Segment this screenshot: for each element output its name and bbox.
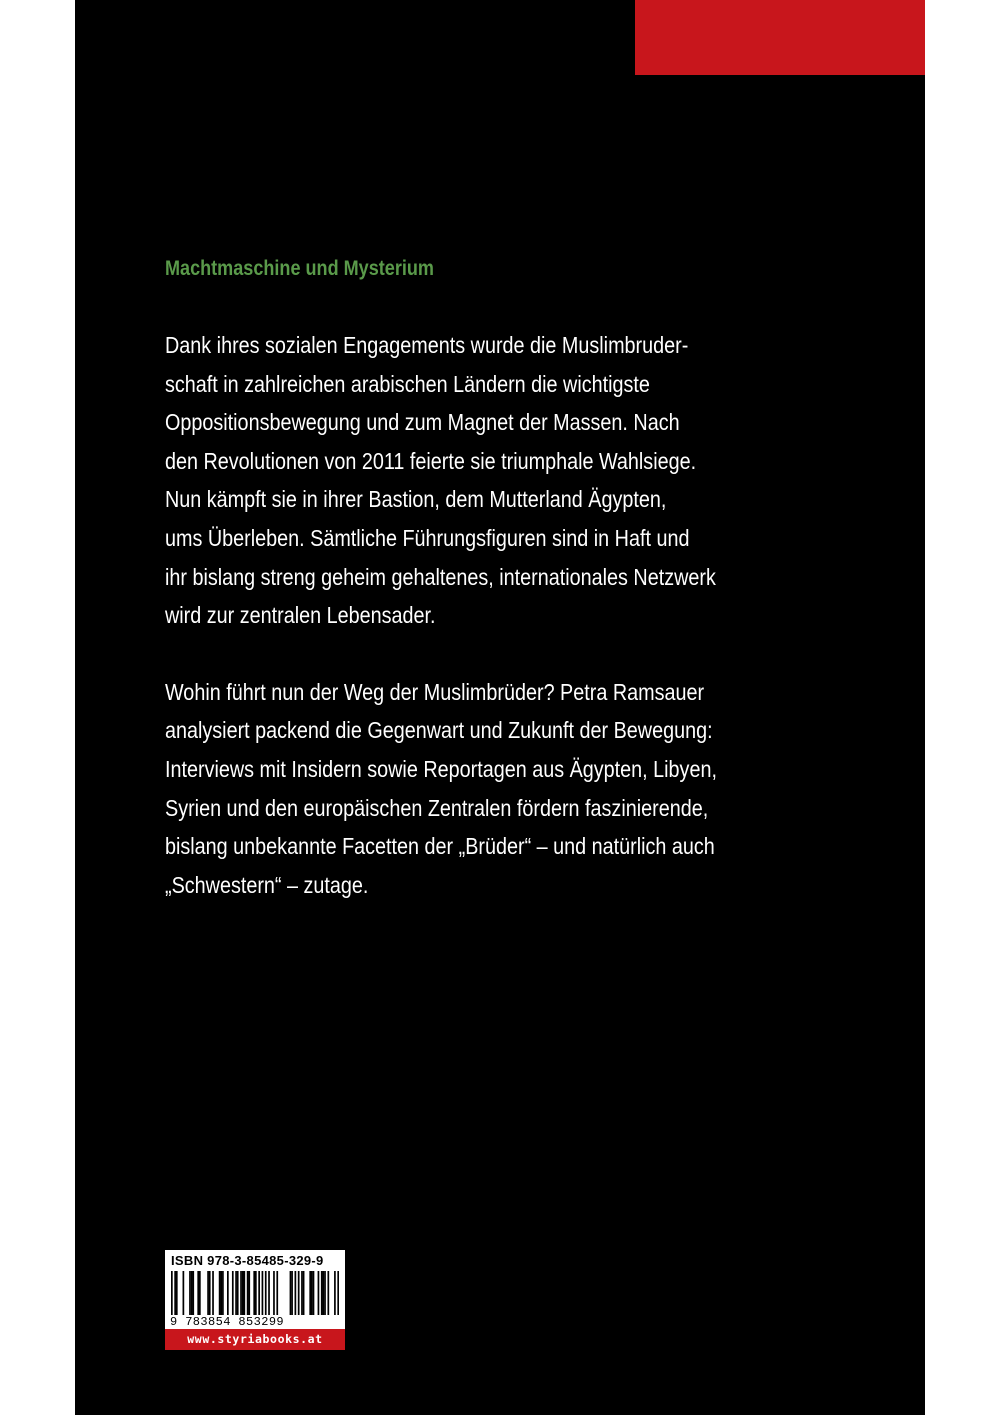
barcode-bar bbox=[243, 1271, 245, 1315]
blurb-paragraph-1 bbox=[165, 326, 715, 635]
blurb bbox=[165, 250, 805, 904]
text-line: ihr bislang streng geheim gehaltenes, internationales Netzwerk bbox=[165, 563, 716, 590]
barcode-bar bbox=[220, 1271, 222, 1315]
barcode-bar bbox=[247, 1271, 249, 1315]
barcode-bar bbox=[273, 1271, 275, 1315]
text-line: wird zur zentralen Lebensader. bbox=[165, 602, 436, 629]
barcode-bar bbox=[174, 1271, 176, 1315]
website-strip bbox=[165, 1329, 345, 1350]
barcode-bar bbox=[321, 1271, 323, 1315]
red-accent-band bbox=[635, 0, 925, 75]
barcode-bar bbox=[253, 1271, 255, 1315]
barcode-bar bbox=[311, 1271, 313, 1315]
text-line: „Schwestern“ – zutage. bbox=[165, 871, 369, 898]
barcode-bar bbox=[222, 1271, 224, 1315]
barcode-bar bbox=[232, 1271, 234, 1315]
barcode-bar bbox=[255, 1271, 257, 1315]
text-line: analysiert packend die Gegenwart und Zukunft der Bewegung: bbox=[165, 717, 713, 744]
barcode-bar bbox=[199, 1271, 201, 1315]
barcode-bar bbox=[258, 1271, 260, 1315]
barcode-bar bbox=[265, 1271, 267, 1315]
barcode-bar bbox=[191, 1271, 193, 1315]
barcode-bar bbox=[183, 1271, 185, 1315]
isbn-label: ISBN 978-3-85485-329-9 bbox=[171, 1253, 324, 1268]
text-line: Interviews mit Insidern sowie Reportagen aus Ägypten, Libyen, bbox=[165, 755, 717, 782]
barcode-bar bbox=[309, 1271, 311, 1315]
barcode-bar bbox=[237, 1271, 239, 1315]
text-line: Wohin führt nun der Weg der Muslimbrüder? Petra Ramsauer bbox=[165, 678, 705, 705]
text-line: Dank ihres sozialen Engagements wurde die Muslimbruder- bbox=[165, 332, 689, 358]
barcode-bar bbox=[219, 1271, 221, 1315]
barcode-bar bbox=[227, 1271, 229, 1315]
isbn-barcode-box bbox=[165, 1250, 345, 1350]
barcode-bar bbox=[248, 1271, 250, 1315]
barcode-bar bbox=[171, 1271, 173, 1315]
barcode-bar bbox=[209, 1271, 211, 1315]
barcode-bar bbox=[334, 1271, 336, 1315]
barcode-bar bbox=[176, 1271, 178, 1315]
text-line: schaft in zahlreichen arabischen Ländern die wichtigste bbox=[165, 370, 650, 397]
text-line: Syrien und den europäischen Zentralen fördern faszinierende, bbox=[165, 794, 709, 821]
barcode-bar bbox=[303, 1271, 305, 1315]
barcode-bar bbox=[290, 1271, 292, 1315]
barcode-bar bbox=[295, 1271, 297, 1315]
barcode-bar bbox=[189, 1271, 191, 1315]
text-line: Oppositionsbewegung und zum Magnet der Massen. Nach bbox=[165, 409, 680, 436]
text-line: bislang unbekannte Facetten der „Brüder“ – und natürlich auch bbox=[165, 833, 715, 860]
barcode-bar bbox=[318, 1271, 320, 1315]
barcode-bar bbox=[323, 1271, 325, 1315]
barcode-bar bbox=[324, 1271, 326, 1315]
barcode-bar bbox=[301, 1271, 303, 1315]
text-line: den Revolutionen von 2011 feierte sie triumphale Wahlsiege. bbox=[165, 447, 697, 474]
barcode-bar bbox=[197, 1271, 199, 1315]
barcode-bar bbox=[240, 1271, 242, 1315]
blurb-headline: Machtmaschine und Mysterium bbox=[165, 257, 434, 280]
barcode-bar bbox=[212, 1271, 214, 1315]
text-line: ums Überleben. Sämtliche Führungsfiguren sind in Haft und bbox=[165, 524, 690, 551]
barcode-bar bbox=[327, 1271, 329, 1315]
barcode-bar bbox=[291, 1271, 293, 1315]
barcode-bar bbox=[268, 1271, 270, 1315]
text-line: Nun kämpft sie in ihrer Bastion, dem Mutterland Ägypten, bbox=[165, 486, 667, 513]
barcode-bar bbox=[337, 1271, 339, 1315]
barcode-bar bbox=[276, 1271, 278, 1315]
barcode-bar bbox=[313, 1271, 315, 1315]
barcode-graphic bbox=[171, 1271, 339, 1315]
blurb-paragraph-2 bbox=[165, 673, 715, 905]
barcode-bar bbox=[242, 1271, 244, 1315]
barcode-bar bbox=[235, 1271, 237, 1315]
barcode-bar bbox=[207, 1271, 209, 1315]
website-link[interactable]: www.styriabooks.at bbox=[187, 1332, 323, 1346]
barcode-digits: 9 783854 853299 bbox=[170, 1315, 285, 1329]
barcode-bar bbox=[192, 1271, 194, 1315]
barcode-bar bbox=[262, 1271, 264, 1315]
barcode-bar bbox=[298, 1271, 300, 1315]
